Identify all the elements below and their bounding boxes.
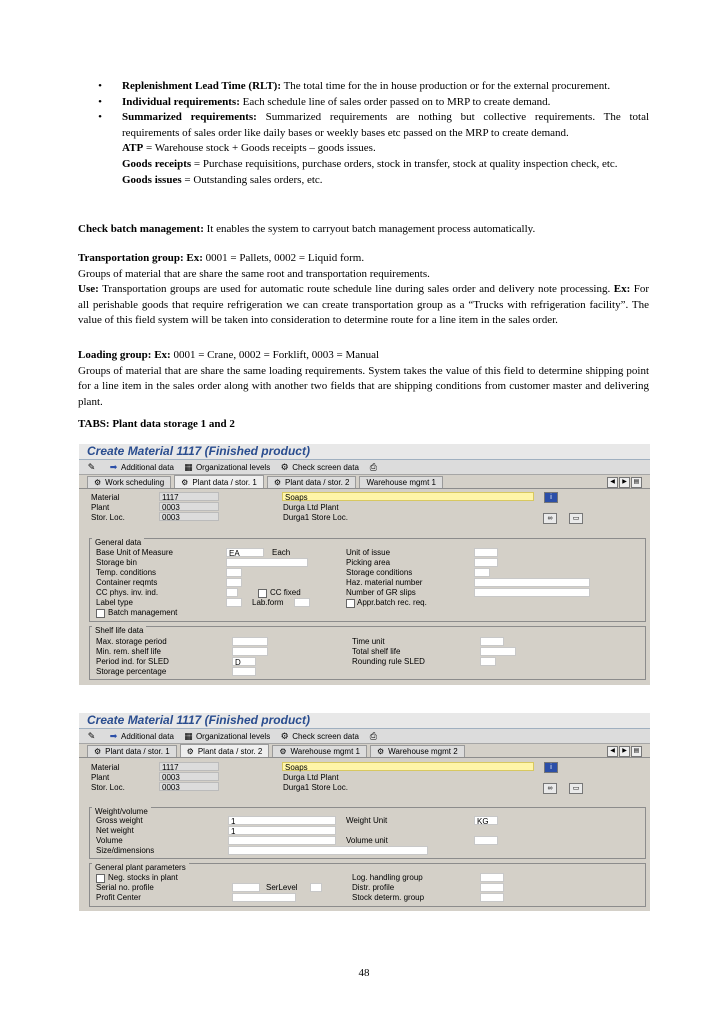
tab-work-scheduling[interactable]: ⚙ Work scheduling xyxy=(87,476,171,488)
material-description-field[interactable]: Soaps xyxy=(282,492,534,501)
plant-field: 0003 xyxy=(159,502,219,511)
material-description-field[interactable]: Soaps xyxy=(282,762,534,771)
tab-icon: ⚙ xyxy=(94,747,102,756)
general-plant-parameters-group: General plant parameters Neg. stocks in plant Log. handling group Serial no. profile SerLevel Distr. profile Profit Center Stock determ. group xyxy=(89,863,646,907)
distr-profile-field[interactable] xyxy=(480,883,504,892)
info-button[interactable]: i xyxy=(544,492,558,503)
period-ind-field[interactable]: D xyxy=(232,657,256,666)
storage-bin-field[interactable] xyxy=(226,558,308,567)
glasses-icon[interactable]: ∞ xyxy=(543,783,557,794)
max-storage-period-field[interactable] xyxy=(232,637,268,646)
arrow-right-icon: ➡ xyxy=(109,731,118,741)
organizational-levels-button[interactable]: ▦ Organizational levels xyxy=(184,731,271,741)
tab-navigation xyxy=(606,746,642,757)
net-weight-field[interactable]: 1 xyxy=(228,826,336,835)
weight-unit-field[interactable]: KG xyxy=(474,816,498,825)
print-button[interactable] xyxy=(369,732,381,740)
tab-navigation xyxy=(606,477,642,488)
header-block: Material 1117 Soaps i Plant 0003 Durga Ltd Plant Stor. Loc. 0003 Durga1 Store Loc. ∞ ▭ xyxy=(79,489,650,527)
tab-plant-data-stor-1[interactable]: ⚙ Plant data / stor. 1 xyxy=(87,745,177,757)
arrow-right-icon: ➡ xyxy=(109,462,118,472)
check-batch-paragraph: Check batch management: It enables the system to carryout batch management process automatically. xyxy=(78,223,536,235)
label-form-field[interactable] xyxy=(294,598,310,607)
org-levels-icon: ▦ xyxy=(184,462,193,472)
profit-center-field[interactable] xyxy=(232,893,296,902)
page-number: 48 xyxy=(358,967,370,979)
printer-icon: ⎙ xyxy=(369,731,377,741)
storage-location-field: 0003 xyxy=(159,782,219,791)
info-button[interactable]: i xyxy=(544,762,558,773)
rounding-rule-field[interactable] xyxy=(480,657,496,666)
picking-area-field[interactable] xyxy=(474,558,498,567)
sap-screen-storage-1 xyxy=(79,444,650,685)
additional-data-button[interactable]: ➡ Additional data xyxy=(109,462,174,472)
tab-warehouse-mgmt-1[interactable]: Warehouse mgmt 1 xyxy=(359,476,443,488)
goods-receipts-definition: Goods receipts = Purchase requisitions, purchase orders, stock in transfer, stock at quality inspection check, etc. xyxy=(122,157,618,170)
toolbar xyxy=(79,460,650,475)
tab-icon: ⚙ xyxy=(273,478,281,487)
additional-data-button[interactable]: ➡ Additional data xyxy=(109,731,174,741)
shelf-life-group: Shelf life data Max. storage period Time unit Min. rem. shelf life Total shelf life Period ind. for SLED D Rounding rule SLED Storage percentage xyxy=(89,626,646,680)
printer-icon: ⎙ xyxy=(369,462,377,472)
volume-unit-field[interactable] xyxy=(474,836,498,845)
container-reqmts-field[interactable] xyxy=(226,578,242,587)
min-rem-shelf-life-field[interactable] xyxy=(232,647,268,656)
appr-batch-checkbox[interactable] xyxy=(346,599,355,608)
list-item: • Summarized requirements: Summarized requirements are nothing but collective requirements. The total requirements of sales order like daily bases or weekly bases etc passed on the MRP to create demand. xyxy=(98,111,650,139)
time-unit-field[interactable] xyxy=(480,637,504,646)
total-shelf-life-field[interactable] xyxy=(480,647,516,656)
check-icon: ⚙ xyxy=(280,731,289,741)
toolbar xyxy=(79,729,650,744)
tab-icon: ⚙ xyxy=(377,747,385,756)
tab-scroll-left-icon[interactable]: ◀ xyxy=(607,746,618,757)
check-screen-data-button[interactable]: ⚙ Check screen data xyxy=(280,462,359,472)
list-item: • Individual requirements: Each schedule line of sales order passed on to MRP to create demand. xyxy=(98,95,551,108)
bullet-list xyxy=(78,79,649,188)
loading-paragraph: Loading group: Ex: 0001 = Crane, 0002 = Forklift, 0003 = Manual Groups of material that are share the same loading requirements. System takes the value of this field to determine shipping point for a line item in the sales order along with another two fields that are shipping conditions from customer master and delivering plant. xyxy=(78,349,649,408)
transport-paragraph: Transportation group: Ex: 0001 = Pallets, 0002 = Liquid form. Groups of material that are share the same root and transportation requirements. Use: Transportation groups are used for automatic route schedule line during sales order and delivery note processing. Ex: For all perishable goods that require refrigeration we can create transportation group as a “Trucks with refrigeration facility”. The value of this field system will be taken into consideration to determine route for a line item in the sales order. xyxy=(78,252,650,327)
tabs-heading: TABS: Plant data storage 1 and 2 xyxy=(78,418,235,430)
storage-conditions-field[interactable] xyxy=(474,568,490,577)
tab-scroll-right-icon[interactable]: ▶ xyxy=(619,477,630,488)
document-icon[interactable]: ▭ xyxy=(569,513,583,524)
tab-list-icon[interactable]: ▤ xyxy=(631,746,642,757)
unit-of-issue-field[interactable] xyxy=(474,548,498,557)
tab-icon: ⚙ xyxy=(279,747,287,756)
screen-title: Create Material 1117 (Finished product) xyxy=(79,444,650,460)
tab-plant-data-stor-2[interactable]: ⚙ Plant data / stor. 2 xyxy=(267,476,357,488)
print-button[interactable] xyxy=(369,463,381,471)
tab-icon: ⚙ xyxy=(186,746,194,756)
check-screen-data-button[interactable]: ⚙ Check screen data xyxy=(280,731,359,741)
organizational-levels-button[interactable]: ▦ Organizational levels xyxy=(184,462,271,472)
tab-strip xyxy=(79,475,650,489)
goods-issues-definition: Goods issues = Outstanding sales orders, etc. xyxy=(122,173,323,186)
glasses-icon[interactable]: ∞ xyxy=(543,513,557,524)
tab-icon: ⚙ xyxy=(94,478,102,487)
check-icon: ⚙ xyxy=(280,462,289,472)
tab-plant-data-stor-1[interactable]: ⚙ Plant data / stor. 1 xyxy=(174,475,264,488)
tab-scroll-right-icon[interactable]: ▶ xyxy=(619,746,630,757)
neg-stocks-checkbox[interactable] xyxy=(96,874,105,883)
display-change-button[interactable] xyxy=(87,732,99,740)
tab-scroll-left-icon[interactable]: ◀ xyxy=(607,477,618,488)
tab-list-icon[interactable]: ▤ xyxy=(631,477,642,488)
stock-determ-group-field[interactable] xyxy=(480,893,504,902)
header-block: Material 1117 Soaps i Plant 0003 Durga Ltd Plant Stor. Loc. 0003 Durga1 Store Loc. ∞ ▭ xyxy=(79,758,650,796)
material-field: 1117 xyxy=(159,492,219,501)
storage-location-field: 0003 xyxy=(159,512,219,521)
tab-icon: ⚙ xyxy=(181,477,189,487)
pencil-glasses-icon: ✎ xyxy=(87,462,96,472)
plant-field: 0003 xyxy=(159,772,219,781)
atp-definition: ATP = Warehouse stock + Goods receipts – goods issues. xyxy=(122,142,376,155)
cc-phys-inv-field[interactable] xyxy=(226,588,238,597)
tab-strip xyxy=(79,744,650,758)
storage-percentage-field[interactable] xyxy=(232,667,256,676)
list-item: • Replenishment Lead Time (RLT): The total time for the in house production or for the external procurement. xyxy=(98,80,611,92)
gross-weight-field[interactable]: 1 xyxy=(228,816,336,825)
tab-plant-data-stor-2[interactable]: ⚙ Plant data / stor. 2 xyxy=(180,744,270,757)
temp-conditions-field[interactable] xyxy=(226,568,242,577)
label-type-field[interactable] xyxy=(226,598,242,607)
display-change-button[interactable] xyxy=(87,463,99,471)
sap-screen-storage-2 xyxy=(79,713,650,911)
gr-slips-field[interactable] xyxy=(474,588,590,597)
document-icon[interactable]: ▭ xyxy=(569,783,583,794)
screen-title: Create Material 1117 (Finished product) xyxy=(79,713,650,729)
size-dimensions-field[interactable] xyxy=(228,846,428,855)
batch-management-checkbox[interactable] xyxy=(96,609,105,618)
haz-material-number-field[interactable] xyxy=(474,578,590,587)
general-data-group: General data Base Unit of Measure EA Each Unit of issue Storage bin Picking area Temp. conditions Storage conditions Container reqmts Haz. material number CC phys. inv. ind. CC fixed Number of GR slips Label type Lab.form Appr.batch rec. req. Batch management xyxy=(89,538,646,622)
cc-fixed-checkbox[interactable] xyxy=(258,589,267,598)
pencil-glasses-icon: ✎ xyxy=(87,731,96,741)
log-handling-group-field[interactable] xyxy=(480,873,504,882)
org-levels-icon: ▦ xyxy=(184,731,193,741)
volume-field[interactable] xyxy=(228,836,336,845)
serial-profile-field[interactable] xyxy=(232,883,260,892)
material-field: 1117 xyxy=(159,762,219,771)
base-uom-field[interactable]: EA xyxy=(226,548,264,557)
serlevel-field[interactable] xyxy=(310,883,322,892)
tab-warehouse-mgmt-2[interactable]: ⚙ Warehouse mgmt 2 xyxy=(370,745,465,757)
tab-warehouse-mgmt-1[interactable]: ⚙ Warehouse mgmt 1 xyxy=(272,745,367,757)
weight-volume-group: Weight/volume Gross weight 1 Weight Unit KG Net weight 1 Volume Volume unit Size/dimensions xyxy=(89,807,646,859)
